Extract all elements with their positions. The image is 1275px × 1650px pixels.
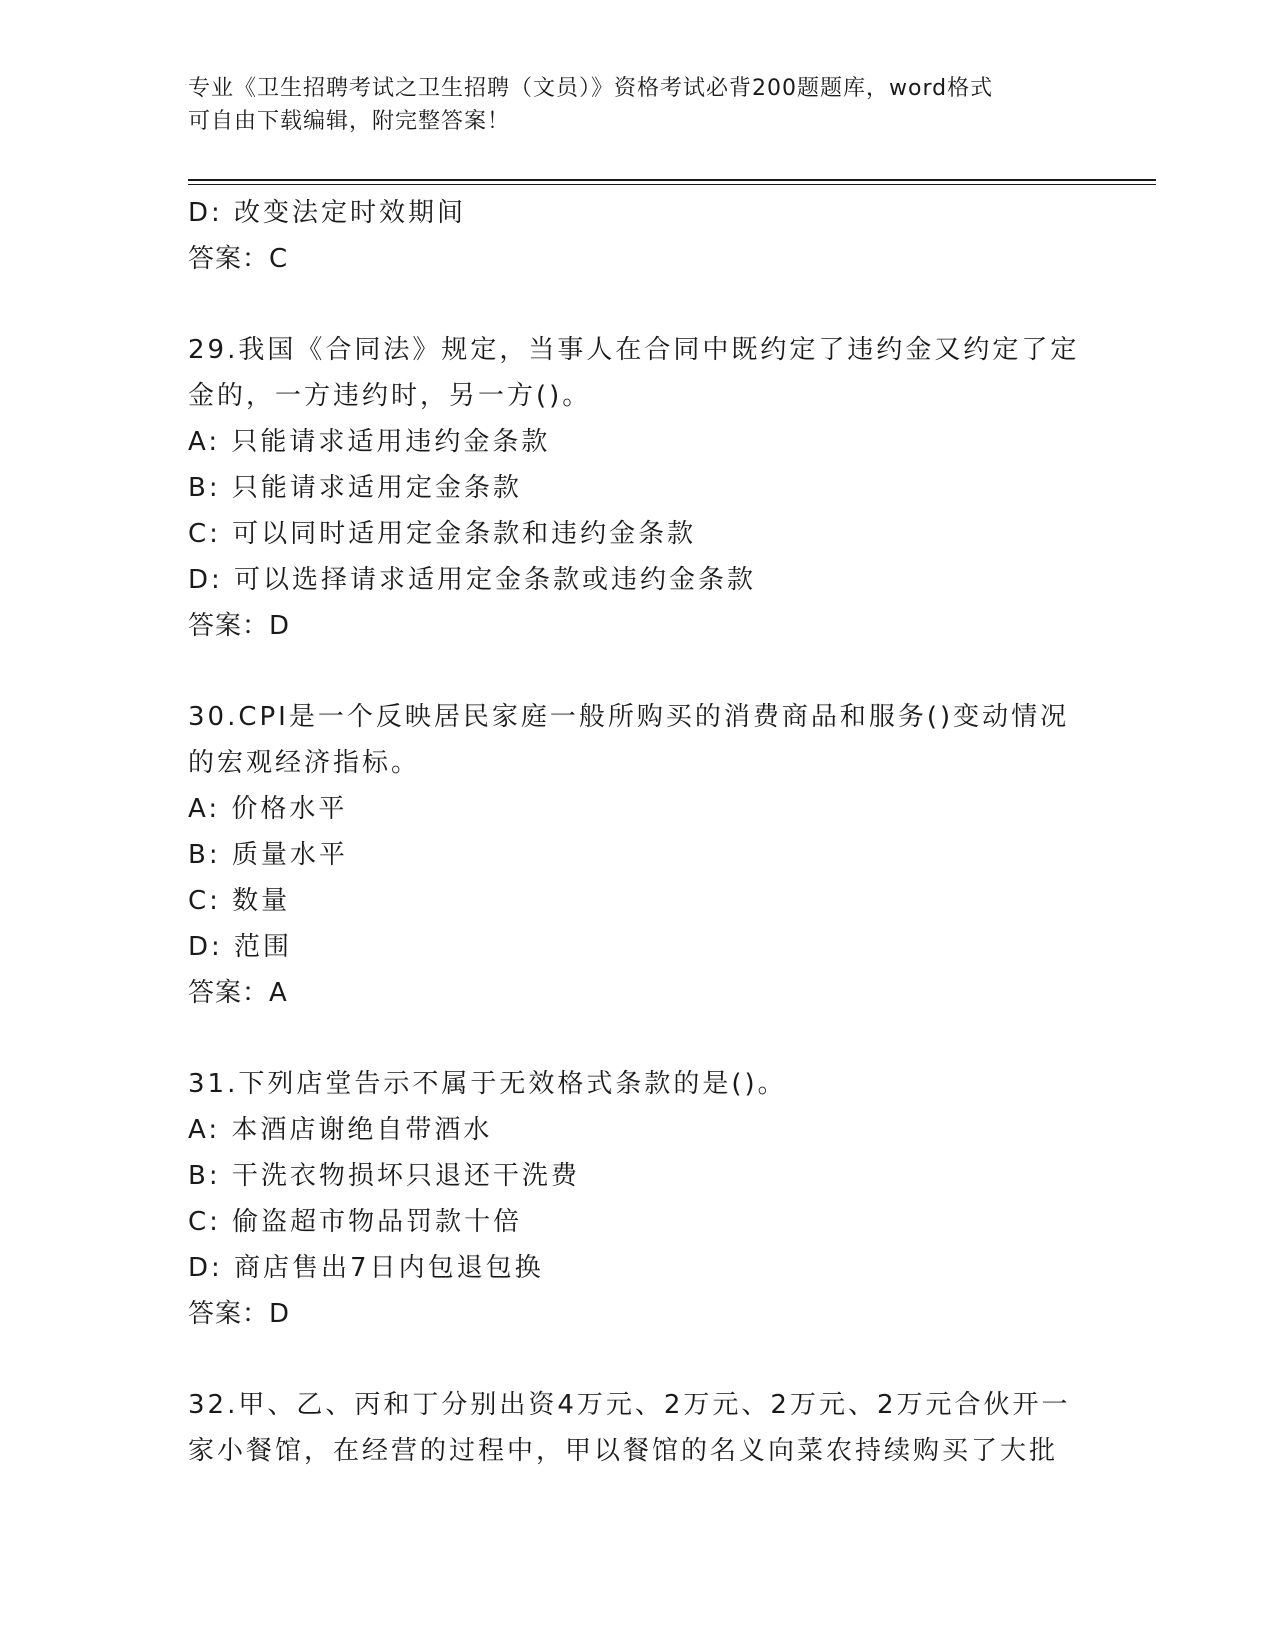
option-a: A: 只能请求适用违约金条款 bbox=[188, 427, 551, 457]
question-30 bbox=[188, 694, 1088, 1016]
spacer bbox=[188, 1337, 1088, 1382]
option-c: C: 可以同时适用定金条款和违约金条款 bbox=[188, 519, 697, 549]
document-body bbox=[188, 190, 1088, 1474]
answer: 答案：A bbox=[188, 978, 288, 1008]
header-rule-thin bbox=[188, 184, 1156, 185]
option-a: A: 价格水平 bbox=[188, 794, 348, 824]
question-stem: 29.我国《合同法》规定，当事人在合同中既约定了违约金又约定了定 bbox=[188, 335, 1080, 365]
option-d: D: 商店售出7日内包退包换 bbox=[188, 1253, 544, 1283]
answer: 答案：D bbox=[188, 611, 291, 641]
option-c: C: 数量 bbox=[188, 886, 291, 916]
option-d: D: 改变法定时效期间 bbox=[188, 198, 467, 228]
option-b: B: 只能请求适用定金条款 bbox=[188, 473, 522, 503]
question-stem: 31.下列店堂告示不属于无效格式条款的是()。 bbox=[188, 1069, 787, 1099]
answer: 答案：D bbox=[188, 1299, 291, 1329]
question-32 bbox=[188, 1382, 1088, 1474]
spacer bbox=[188, 1016, 1088, 1061]
option-b: B: 干洗衣物损坏只退还干洗费 bbox=[188, 1161, 580, 1191]
header-line-1: 专业《卫生招聘考试之卫生招聘（文员）》资格考试必背200题题库，word格式 bbox=[188, 76, 994, 101]
option-c: C: 偷盗超市物品罚款十倍 bbox=[188, 1207, 523, 1237]
header-line-2: 可自由下载编辑，附完整答案！ bbox=[188, 109, 511, 134]
question-stem: 金的，一方违约时，另一方()。 bbox=[188, 381, 592, 411]
option-d: D: 可以选择请求适用定金条款或违约金条款 bbox=[188, 565, 757, 595]
option-b: B: 质量水平 bbox=[188, 840, 348, 870]
spacer bbox=[188, 282, 1088, 327]
question-stem: 的宏观经济指标。 bbox=[188, 748, 421, 778]
question-29 bbox=[188, 327, 1088, 649]
question-stem: 家小餐馆，在经营的过程中，甲以餐馆的名义向菜农持续购买了大批 bbox=[188, 1436, 1059, 1466]
spacer bbox=[188, 649, 1088, 694]
option-a: A: 本酒店谢绝自带酒水 bbox=[188, 1115, 493, 1145]
question-stem: 30.CPI是一个反映居民家庭一般所购买的消费商品和服务()变动情况 bbox=[188, 702, 1070, 732]
answer: 答案：C bbox=[188, 244, 289, 274]
document-header bbox=[188, 72, 1088, 138]
question-31 bbox=[188, 1061, 1088, 1337]
question-stem: 32.甲、乙、丙和丁分别出资4万元、2万元、2万元、2万元合伙开一 bbox=[188, 1390, 1071, 1420]
header-rule-thick bbox=[188, 179, 1156, 181]
option-d: D: 范围 bbox=[188, 932, 293, 962]
